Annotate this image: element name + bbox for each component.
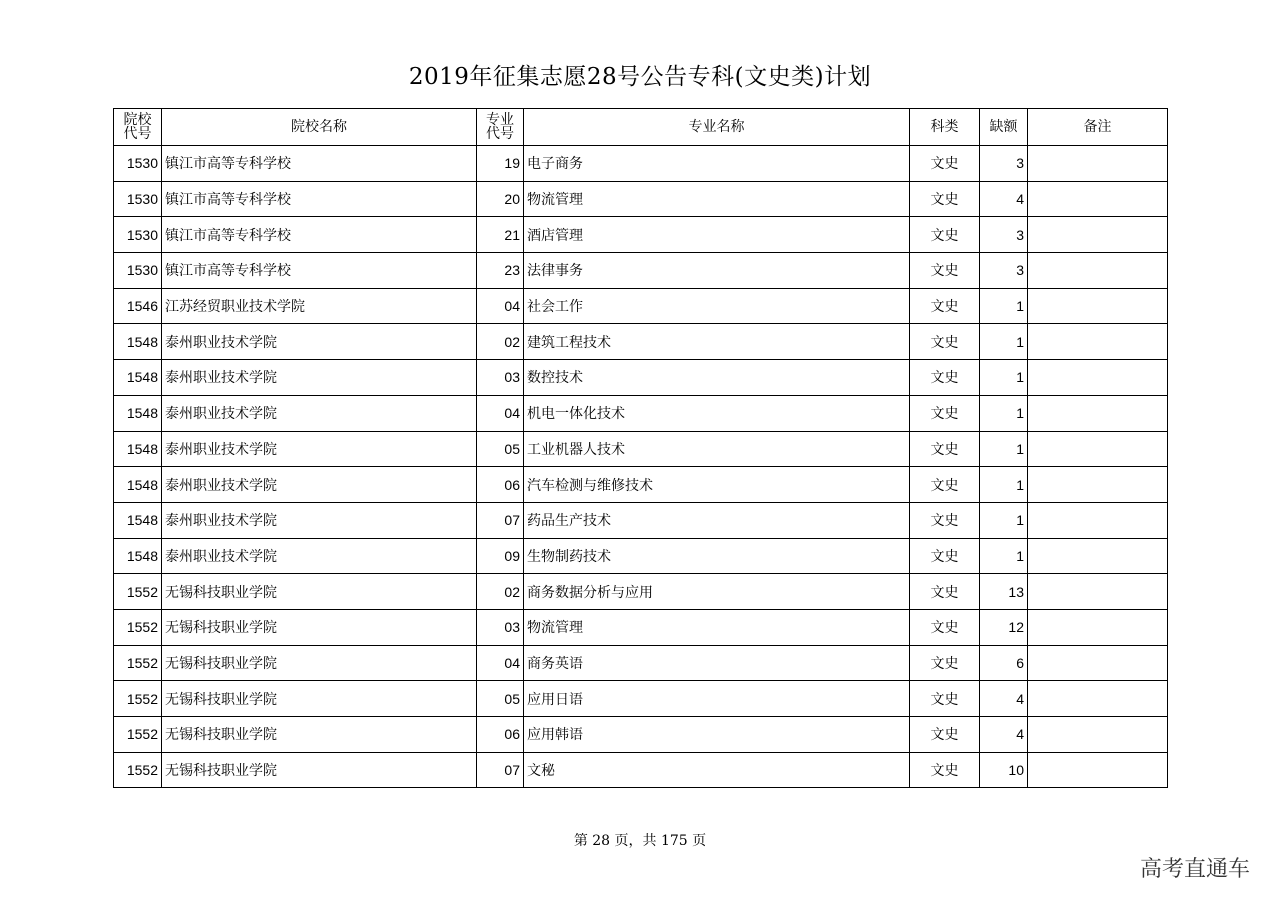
school-name-cell: 泰州职业技术学院 — [162, 538, 477, 574]
remark-cell — [1028, 181, 1168, 217]
table-row — [114, 360, 1168, 396]
table-row — [114, 752, 1168, 788]
quota-cell: 1 — [980, 431, 1028, 467]
school-code-cell: 1548 — [114, 467, 162, 503]
school-code-cell: 1552 — [114, 574, 162, 610]
major-code-cell: 06 — [477, 717, 524, 753]
category-cell: 文史 — [910, 253, 980, 289]
category-cell: 文史 — [910, 324, 980, 360]
major-name-cell: 电子商务 — [524, 146, 910, 182]
quota-cell: 1 — [980, 502, 1028, 538]
category-cell: 文史 — [910, 538, 980, 574]
watermark-text: 高考直通车 — [1139, 857, 1250, 882]
major-code-cell: 02 — [477, 324, 524, 360]
quota-cell: 3 — [980, 253, 1028, 289]
school-name-cell: 镇江市高等专科学校 — [162, 253, 477, 289]
school-code-cell: 1530 — [114, 181, 162, 217]
category-cell: 文史 — [910, 609, 980, 645]
major-code-cell: 04 — [477, 288, 524, 324]
remark-cell — [1028, 253, 1168, 289]
category-cell: 文史 — [910, 360, 980, 396]
school-code-cell: 1548 — [114, 538, 162, 574]
quota-cell: 3 — [980, 146, 1028, 182]
header-category: 科类 — [910, 109, 980, 146]
header-school-code: 院校代号 — [114, 109, 162, 146]
major-code-cell: 05 — [477, 431, 524, 467]
quota-cell: 1 — [980, 288, 1028, 324]
quota-cell: 1 — [980, 324, 1028, 360]
header-school-name: 院校名称 — [162, 109, 477, 146]
school-name-cell: 无锡科技职业学院 — [162, 609, 477, 645]
category-cell: 文史 — [910, 574, 980, 610]
major-code-cell: 02 — [477, 574, 524, 610]
table-row — [114, 681, 1168, 717]
plan-table — [113, 108, 1168, 788]
remark-cell — [1028, 360, 1168, 396]
header-quota: 缺额 — [980, 109, 1028, 146]
major-code-cell: 09 — [477, 538, 524, 574]
header-major-name: 专业名称 — [524, 109, 910, 146]
remark-cell — [1028, 146, 1168, 182]
school-code-cell: 1552 — [114, 752, 162, 788]
school-name-cell: 泰州职业技术学院 — [162, 431, 477, 467]
major-code-cell: 04 — [477, 395, 524, 431]
major-name-cell: 酒店管理 — [524, 217, 910, 253]
header-major-code: 专业代号 — [477, 109, 524, 146]
table-row — [114, 146, 1168, 182]
major-name-cell: 应用日语 — [524, 681, 910, 717]
school-code-cell: 1548 — [114, 360, 162, 396]
major-name-cell: 药品生产技术 — [524, 502, 910, 538]
major-name-cell: 物流管理 — [524, 609, 910, 645]
major-name-cell: 商务英语 — [524, 645, 910, 681]
remark-cell — [1028, 395, 1168, 431]
major-name-cell: 建筑工程技术 — [524, 324, 910, 360]
major-code-cell: 04 — [477, 645, 524, 681]
school-name-cell: 无锡科技职业学院 — [162, 645, 477, 681]
table-row — [114, 467, 1168, 503]
quota-cell: 4 — [980, 181, 1028, 217]
quota-cell: 1 — [980, 360, 1028, 396]
major-name-cell: 数控技术 — [524, 360, 910, 396]
school-code-cell: 1546 — [114, 288, 162, 324]
category-cell: 文史 — [910, 467, 980, 503]
quota-cell: 1 — [980, 538, 1028, 574]
table-row — [114, 288, 1168, 324]
remark-cell — [1028, 324, 1168, 360]
major-name-cell: 法律事务 — [524, 253, 910, 289]
remark-cell — [1028, 502, 1168, 538]
remark-cell — [1028, 288, 1168, 324]
school-code-cell: 1552 — [114, 609, 162, 645]
remark-cell — [1028, 717, 1168, 753]
quota-cell: 10 — [980, 752, 1028, 788]
header-remark: 备注 — [1028, 109, 1168, 146]
major-code-cell: 20 — [477, 181, 524, 217]
major-code-cell: 07 — [477, 752, 524, 788]
quota-cell: 13 — [980, 574, 1028, 610]
school-code-cell: 1552 — [114, 681, 162, 717]
school-code-cell: 1530 — [114, 217, 162, 253]
category-cell: 文史 — [910, 288, 980, 324]
category-cell: 文史 — [910, 146, 980, 182]
major-code-cell: 03 — [477, 360, 524, 396]
major-name-cell: 商务数据分析与应用 — [524, 574, 910, 610]
school-name-cell: 泰州职业技术学院 — [162, 395, 477, 431]
category-cell: 文史 — [910, 681, 980, 717]
category-cell: 文史 — [910, 217, 980, 253]
school-code-cell: 1530 — [114, 146, 162, 182]
major-code-cell: 03 — [477, 609, 524, 645]
category-cell: 文史 — [910, 431, 980, 467]
school-name-cell: 江苏经贸职业技术学院 — [162, 288, 477, 324]
school-code-cell: 1548 — [114, 395, 162, 431]
school-name-cell: 泰州职业技术学院 — [162, 467, 477, 503]
remark-cell — [1028, 431, 1168, 467]
remark-cell — [1028, 681, 1168, 717]
table-row — [114, 324, 1168, 360]
remark-cell — [1028, 217, 1168, 253]
school-code-cell: 1552 — [114, 717, 162, 753]
quota-cell: 6 — [980, 645, 1028, 681]
table-row — [114, 502, 1168, 538]
category-cell: 文史 — [910, 395, 980, 431]
remark-cell — [1028, 538, 1168, 574]
quota-cell: 12 — [980, 609, 1028, 645]
quota-cell: 4 — [980, 717, 1028, 753]
major-name-cell: 物流管理 — [524, 181, 910, 217]
school-name-cell: 镇江市高等专科学校 — [162, 217, 477, 253]
table-row — [114, 253, 1168, 289]
category-cell: 文史 — [910, 181, 980, 217]
major-code-cell: 21 — [477, 217, 524, 253]
quota-cell: 4 — [980, 681, 1028, 717]
school-name-cell: 泰州职业技术学院 — [162, 502, 477, 538]
table-row — [114, 717, 1168, 753]
quota-cell: 1 — [980, 467, 1028, 503]
school-name-cell: 泰州职业技术学院 — [162, 360, 477, 396]
school-code-cell: 1548 — [114, 324, 162, 360]
remark-cell — [1028, 574, 1168, 610]
school-name-cell: 无锡科技职业学院 — [162, 574, 477, 610]
page-title: 2019年征集志愿28号公告专科(文史类)计划 — [408, 64, 872, 90]
page-footer: 第 28 页，共 175 页 — [573, 833, 707, 849]
table-row — [114, 609, 1168, 645]
remark-cell — [1028, 752, 1168, 788]
remark-cell — [1028, 645, 1168, 681]
major-name-cell: 社会工作 — [524, 288, 910, 324]
remark-cell — [1028, 609, 1168, 645]
school-name-cell: 无锡科技职业学院 — [162, 717, 477, 753]
category-cell: 文史 — [910, 502, 980, 538]
school-name-cell: 镇江市高等专科学校 — [162, 146, 477, 182]
school-name-cell: 镇江市高等专科学校 — [162, 181, 477, 217]
quota-cell: 3 — [980, 217, 1028, 253]
category-cell: 文史 — [910, 752, 980, 788]
quota-cell: 1 — [980, 395, 1028, 431]
table-row — [114, 431, 1168, 467]
major-code-cell: 23 — [477, 253, 524, 289]
major-name-cell: 工业机器人技术 — [524, 431, 910, 467]
major-name-cell: 生物制药技术 — [524, 538, 910, 574]
table-row — [114, 181, 1168, 217]
major-name-cell: 机电一体化技术 — [524, 395, 910, 431]
major-code-cell: 05 — [477, 681, 524, 717]
school-name-cell: 无锡科技职业学院 — [162, 752, 477, 788]
table-row — [114, 538, 1168, 574]
major-code-cell: 07 — [477, 502, 524, 538]
school-code-cell: 1530 — [114, 253, 162, 289]
school-code-cell: 1548 — [114, 502, 162, 538]
remark-cell — [1028, 467, 1168, 503]
category-cell: 文史 — [910, 717, 980, 753]
major-name-cell: 应用韩语 — [524, 717, 910, 753]
table-row — [114, 574, 1168, 610]
major-code-cell: 06 — [477, 467, 524, 503]
major-name-cell: 文秘 — [524, 752, 910, 788]
school-name-cell: 无锡科技职业学院 — [162, 681, 477, 717]
table-row — [114, 217, 1168, 253]
school-code-cell: 1552 — [114, 645, 162, 681]
table-header-row — [114, 109, 1168, 146]
major-name-cell: 汽车检测与维修技术 — [524, 467, 910, 503]
table-row — [114, 395, 1168, 431]
school-name-cell: 泰州职业技术学院 — [162, 324, 477, 360]
category-cell: 文史 — [910, 645, 980, 681]
table-row — [114, 645, 1168, 681]
major-code-cell: 19 — [477, 146, 524, 182]
school-code-cell: 1548 — [114, 431, 162, 467]
